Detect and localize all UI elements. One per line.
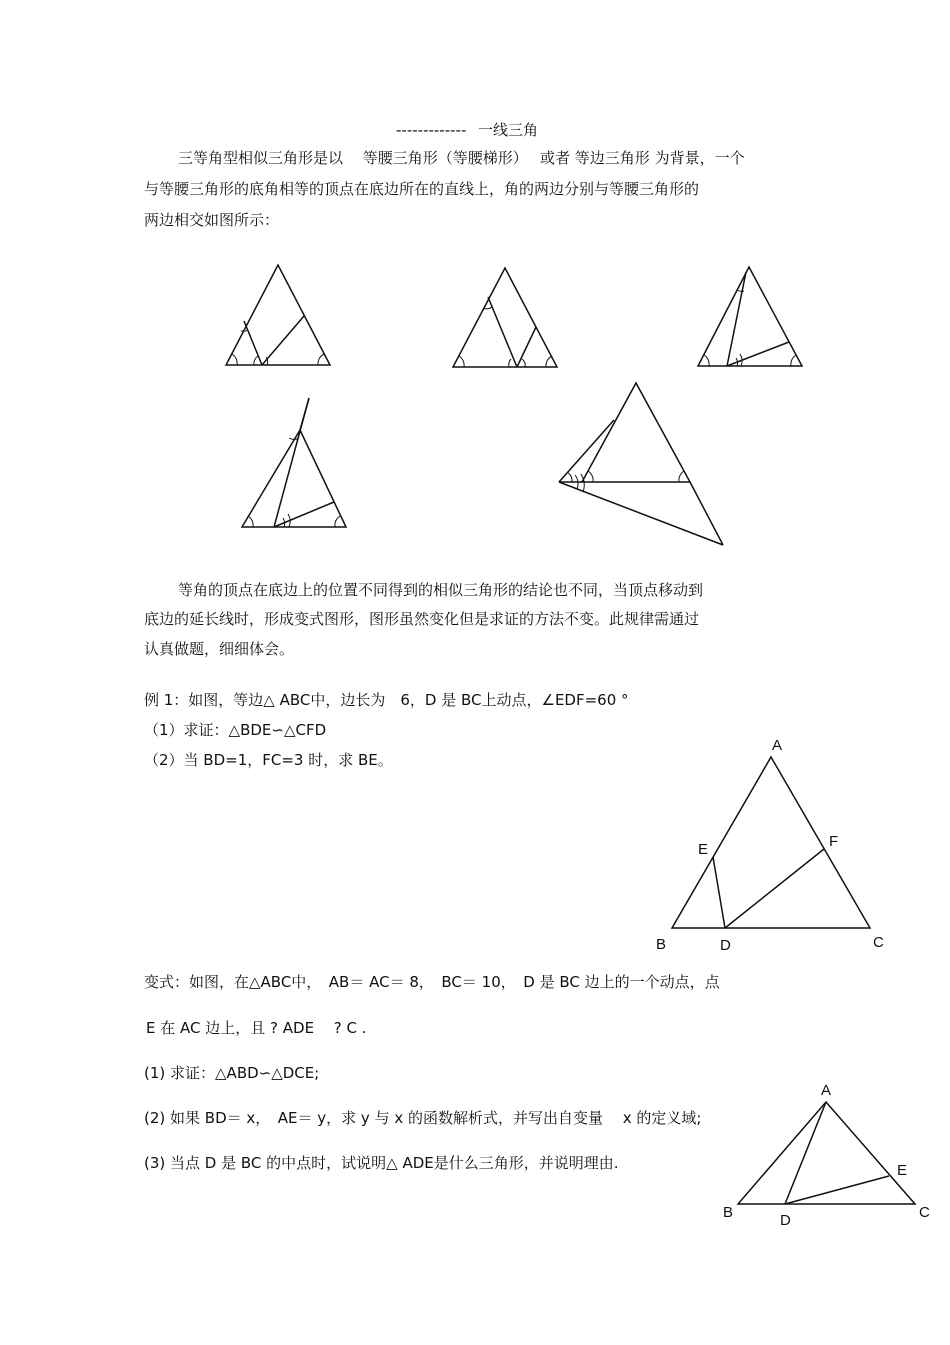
variant-label-C: C (919, 1204, 930, 1221)
example1-question-2: （2）当 BD=1，FC=3 时，求 BE。 (144, 751, 393, 769)
variant-label-D: D (780, 1212, 791, 1229)
intro-line-2: 与等腰三角形的底角相等的顶点在底边所在的直线上，角的两边分别与等腰三角形的 (144, 180, 700, 198)
variant-label-A: A (821, 1082, 832, 1099)
example1-label-E: E (698, 841, 709, 858)
example1-label-B: B (656, 936, 667, 953)
conclusion-line-1: 等角的顶点在底边上的位置不同得到的相似三角形的结论也不同，当顶点移动到 (178, 581, 704, 599)
intro-line-1: 三等角型相似三角形是以 等腰三角形（等腰梯形） 或者 等边三角形 为背景，一个 (178, 149, 745, 167)
conclusion-line-3: 认真做题，细细体会。 (144, 640, 295, 658)
example1-label-A: A (772, 737, 783, 754)
conclusion-line-2: 底边的延长线时，形成变式图形，图形虽然变化但是求证的方法不变。此规律需通过 (144, 610, 700, 628)
example1-label-D: D (720, 937, 731, 954)
example1-question-1: （1）求证：△BDE∽△CFD (144, 721, 327, 739)
variant-stem-2: E 在 AC 边上，且 ? ADE ? C . (146, 1019, 367, 1037)
variant-question-2: (2) 如果 BD＝ x， AE＝ y，求 y 与 x 的函数解析式，并写出自变量 x 的定义域; (144, 1109, 702, 1127)
example1-label-C: C (873, 934, 884, 951)
variant-question-1: (1) 求证：△ABD∽△DCE; (144, 1064, 320, 1082)
title-dashes: ------------- (396, 121, 467, 139)
variant-label-B: B (723, 1204, 734, 1221)
variant-question-3: (3) 当点 D 是 BC 的中点时，试说明△ ADE是什么三角形，并说明理由. (144, 1154, 619, 1172)
intro-line-3: 两边相交如图所示： (144, 211, 280, 229)
variant-label-E: E (897, 1162, 908, 1179)
example1-stem: 例 1：如图，等边△ ABC中，边长为 6，D 是 BC上动点，∠EDF=60 ° (144, 691, 629, 709)
example1-label-F: F (829, 833, 839, 850)
page-title: 一线三角 (478, 121, 539, 139)
variant-stem: 变式：如图，在△ABC中， AB＝ AC＝ 8， BC＝ 10， D 是 BC 边上的一个动点，点 (144, 973, 720, 991)
